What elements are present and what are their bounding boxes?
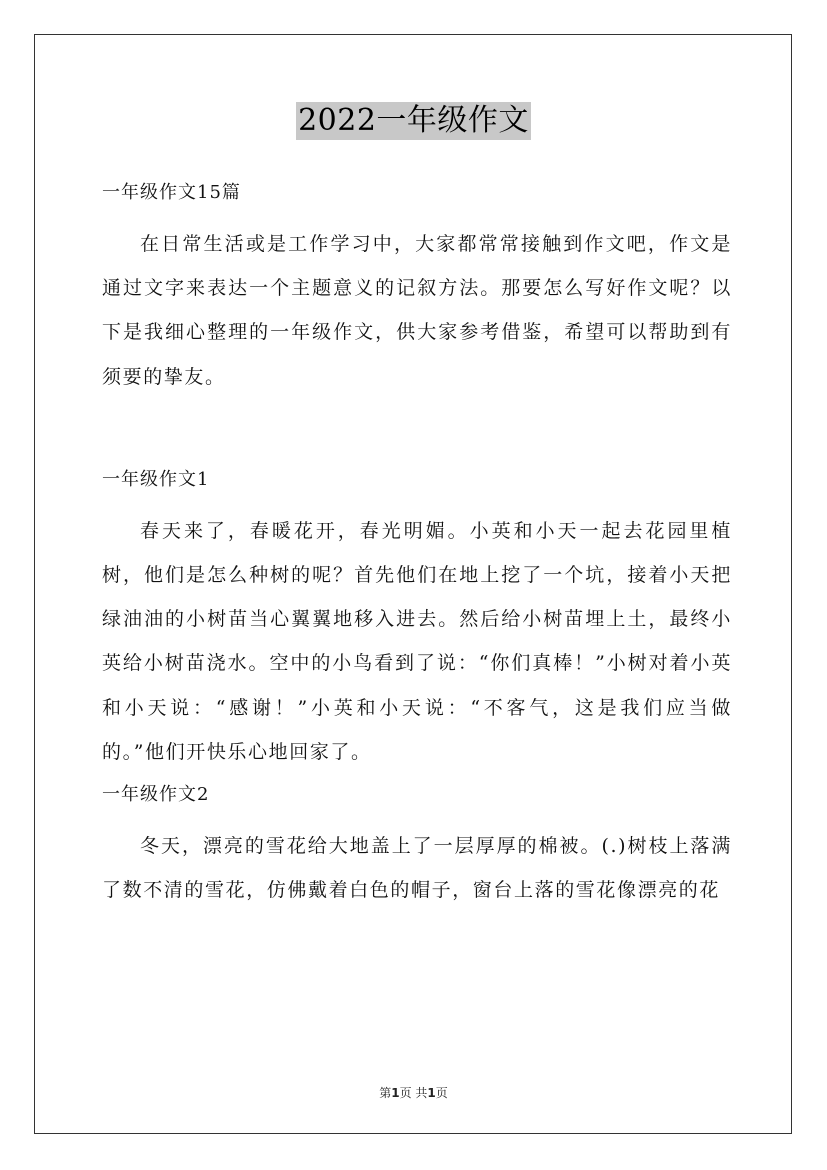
document-subtitle: 一年级作文15篇 <box>102 182 241 203</box>
footer-label-pre: 第 <box>379 1086 392 1100</box>
page-footer <box>0 1084 827 1101</box>
section-paragraph-1: 春天来了，春暖花开，春光明媚。小英和小天一起去花园里植树，他们是怎么种树的呢？首先他们在地上挖了一个坑，接着小天把绿油油的小树苗当心翼翼地移入进去。然后给小树苗埋上土，最终小英给小树苗浇水。空中的小鸟看到了说：“你们真棒！”小树对着小英和小天说：“感谢！”小英和小天说：“不客气，这是我们应当做的。”他们开快乐心地回家了。 <box>102 519 732 763</box>
section-gap <box>102 399 732 459</box>
footer-page-current: 1 <box>391 1086 400 1100</box>
document-body <box>102 172 732 912</box>
footer-label-mid: 页 共 <box>399 1086 428 1100</box>
footer-page-total: 1 <box>427 1086 436 1100</box>
intro-paragraph: 在日常生活或是工作学习中，大家都常常接触到作文吧，作文是通过文字来表达一个主题意义的记叙方法。那要怎么写好作文呢？以下是我细心整理的一年级作文，供大家参考借鉴，希望可以帮助到有须要的挚友。 <box>102 233 732 388</box>
section-heading-1: 一年级作文1 <box>102 468 210 490</box>
title-container <box>0 102 827 140</box>
footer-label-post: 页 <box>435 1086 448 1100</box>
document-title: 2022一年级作文 <box>298 103 529 138</box>
section-heading-2: 一年级作文2 <box>102 784 210 806</box>
section-paragraph-2: 冬天，漂亮的雪花给大地盖上了一层厚厚的棉被。(.)树枝上落满了数不清的雪花，仿佛戴着白色的帽子，窗台上落的雪花像漂亮的花 <box>102 835 732 902</box>
